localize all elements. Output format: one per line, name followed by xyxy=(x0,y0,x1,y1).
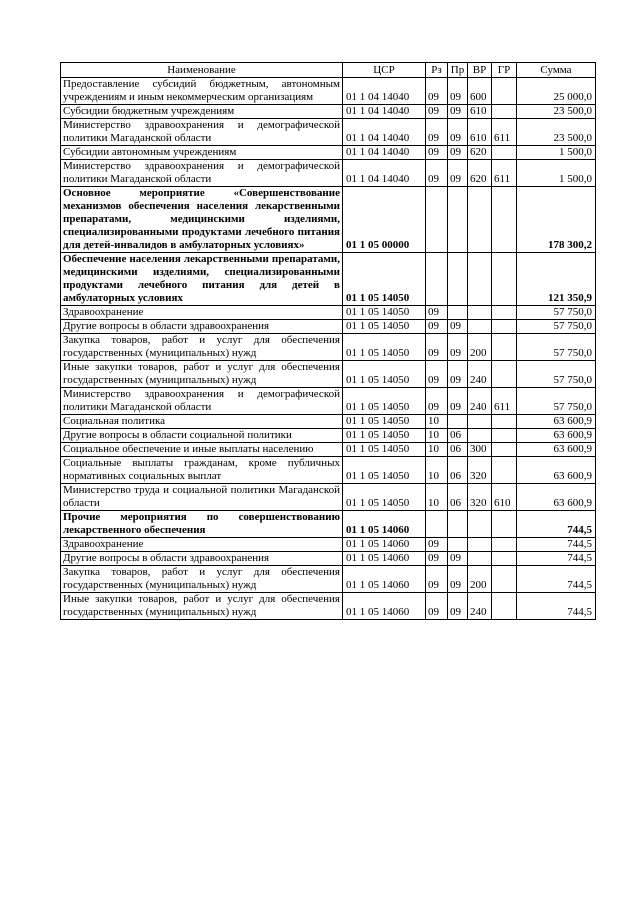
cell-sum: 1 500,0 xyxy=(517,146,596,160)
cell-csr: 01 1 05 14050 xyxy=(343,457,426,484)
header-name: Наименование xyxy=(61,63,343,78)
cell-gr: 611 xyxy=(492,388,517,415)
cell-vr: 600 xyxy=(468,78,492,105)
cell-gr xyxy=(492,429,517,443)
cell-vr: 610 xyxy=(468,119,492,146)
table-row xyxy=(61,388,596,415)
cell-csr: 01 1 05 14050 xyxy=(343,484,426,511)
cell-name: Министерство здравоохранения и демографической политики Магаданской области xyxy=(61,388,343,415)
cell-gr xyxy=(492,457,517,484)
cell-name: Субсидии автономным учреждениям xyxy=(61,146,343,160)
table-row xyxy=(61,160,596,187)
cell-sum: 57 750,0 xyxy=(517,334,596,361)
cell-sum: 23 500,0 xyxy=(517,105,596,119)
cell-vr xyxy=(468,511,492,538)
cell-pr: 09 xyxy=(448,361,468,388)
cell-name: Министерство здравоохранения и демографической политики Магаданской области xyxy=(61,160,343,187)
cell-pr: 06 xyxy=(448,484,468,511)
table-row xyxy=(61,457,596,484)
cell-gr xyxy=(492,78,517,105)
cell-name: Министерство здравоохранения и демографической политики Магаданской области xyxy=(61,119,343,146)
cell-pr: 06 xyxy=(448,429,468,443)
table-row xyxy=(61,320,596,334)
cell-rz: 09 xyxy=(426,334,448,361)
table-row xyxy=(61,78,596,105)
cell-sum: 57 750,0 xyxy=(517,388,596,415)
cell-rz: 09 xyxy=(426,538,448,552)
cell-name: Иные закупки товаров, работ и услуг для обеспечения государственных (муниципальных) нужд xyxy=(61,593,343,620)
cell-gr: 611 xyxy=(492,160,517,187)
cell-pr xyxy=(448,253,468,306)
cell-sum: 744,5 xyxy=(517,511,596,538)
table-header-row xyxy=(61,63,596,78)
cell-gr xyxy=(492,253,517,306)
cell-sum: 57 750,0 xyxy=(517,361,596,388)
cell-csr: 01 1 05 14050 xyxy=(343,253,426,306)
cell-sum: 23 500,0 xyxy=(517,119,596,146)
table-row xyxy=(61,538,596,552)
cell-name: Основное мероприятие «Совершенствование механизмов обеспечения населения лекарственными препаратами, медицинскими изделиями, специализированными продуктами лечебного питания для детей-инвалидов в амбулаторных условиях» xyxy=(61,187,343,253)
table-row xyxy=(61,511,596,538)
table-row xyxy=(61,334,596,361)
header-sum: Сумма xyxy=(517,63,596,78)
cell-vr: 620 xyxy=(468,160,492,187)
cell-rz: 09 xyxy=(426,566,448,593)
table-row xyxy=(61,429,596,443)
table-row xyxy=(61,306,596,320)
cell-vr: 200 xyxy=(468,566,492,593)
table-row xyxy=(61,253,596,306)
cell-vr: 620 xyxy=(468,146,492,160)
cell-name: Предоставление субсидий бюджетным, автономным учреждениям и иным некоммерческим организациям xyxy=(61,78,343,105)
cell-pr: 09 xyxy=(448,552,468,566)
cell-vr xyxy=(468,253,492,306)
cell-name: Социальное обеспечение и иные выплаты населению xyxy=(61,443,343,457)
cell-sum: 121 350,9 xyxy=(517,253,596,306)
table-row xyxy=(61,443,596,457)
cell-rz: 09 xyxy=(426,552,448,566)
cell-name: Здравоохранение xyxy=(61,306,343,320)
table-row xyxy=(61,119,596,146)
cell-vr: 240 xyxy=(468,388,492,415)
cell-rz: 10 xyxy=(426,429,448,443)
cell-pr xyxy=(448,187,468,253)
header-gr: ГР xyxy=(492,63,517,78)
cell-sum: 63 600,9 xyxy=(517,443,596,457)
table-row xyxy=(61,593,596,620)
cell-name: Социальные выплаты гражданам, кроме публичных нормативных социальных выплат xyxy=(61,457,343,484)
cell-name: Закупка товаров, работ и услуг для обеспечения государственных (муниципальных) нужд xyxy=(61,566,343,593)
table-row xyxy=(61,146,596,160)
cell-csr: 01 1 05 14050 xyxy=(343,334,426,361)
cell-vr xyxy=(468,538,492,552)
cell-gr: 611 xyxy=(492,119,517,146)
cell-sum: 1 500,0 xyxy=(517,160,596,187)
cell-name: Другие вопросы в области здравоохранения xyxy=(61,552,343,566)
cell-csr: 01 1 05 14060 xyxy=(343,593,426,620)
table-row xyxy=(61,552,596,566)
table-row xyxy=(61,361,596,388)
cell-pr: 06 xyxy=(448,443,468,457)
cell-vr: 240 xyxy=(468,361,492,388)
cell-vr: 320 xyxy=(468,457,492,484)
cell-pr xyxy=(448,511,468,538)
cell-sum: 744,5 xyxy=(517,538,596,552)
cell-rz: 09 xyxy=(426,388,448,415)
cell-gr xyxy=(492,320,517,334)
cell-csr: 01 1 05 14060 xyxy=(343,538,426,552)
cell-csr: 01 1 04 14040 xyxy=(343,105,426,119)
cell-csr: 01 1 05 14050 xyxy=(343,361,426,388)
cell-sum: 744,5 xyxy=(517,566,596,593)
cell-gr xyxy=(492,361,517,388)
cell-name: Прочие мероприятия по совершенствованию лекарственного обеспечения xyxy=(61,511,343,538)
cell-pr: 09 xyxy=(448,105,468,119)
cell-rz xyxy=(426,253,448,306)
cell-gr xyxy=(492,552,517,566)
cell-gr xyxy=(492,187,517,253)
table-body xyxy=(61,78,596,620)
cell-vr: 610 xyxy=(468,105,492,119)
cell-rz: 10 xyxy=(426,443,448,457)
table-row xyxy=(61,484,596,511)
table-row xyxy=(61,566,596,593)
cell-name: Другие вопросы в области здравоохранения xyxy=(61,320,343,334)
cell-sum: 63 600,9 xyxy=(517,415,596,429)
cell-csr: 01 1 04 14040 xyxy=(343,119,426,146)
cell-csr: 01 1 05 14050 xyxy=(343,415,426,429)
cell-name: Другие вопросы в области социальной политики xyxy=(61,429,343,443)
cell-rz: 09 xyxy=(426,146,448,160)
cell-sum: 744,5 xyxy=(517,552,596,566)
cell-rz xyxy=(426,187,448,253)
cell-rz xyxy=(426,511,448,538)
cell-sum: 57 750,0 xyxy=(517,306,596,320)
cell-gr: 610 xyxy=(492,484,517,511)
cell-sum: 63 600,9 xyxy=(517,429,596,443)
cell-gr xyxy=(492,538,517,552)
cell-pr xyxy=(448,538,468,552)
cell-rz: 09 xyxy=(426,78,448,105)
cell-pr: 09 xyxy=(448,334,468,361)
cell-vr xyxy=(468,187,492,253)
cell-rz: 09 xyxy=(426,306,448,320)
cell-gr xyxy=(492,593,517,620)
cell-csr: 01 1 05 14050 xyxy=(343,429,426,443)
cell-name: Субсидии бюджетным учреждениям xyxy=(61,105,343,119)
cell-vr xyxy=(468,552,492,566)
cell-csr: 01 1 05 14050 xyxy=(343,443,426,457)
cell-gr xyxy=(492,105,517,119)
cell-name: Закупка товаров, работ и услуг для обеспечения государственных (муниципальных) нужд xyxy=(61,334,343,361)
cell-vr: 240 xyxy=(468,593,492,620)
cell-rz: 09 xyxy=(426,320,448,334)
cell-pr: 09 xyxy=(448,78,468,105)
header-csr: ЦСР xyxy=(343,63,426,78)
cell-sum: 57 750,0 xyxy=(517,320,596,334)
cell-sum: 25 000,0 xyxy=(517,78,596,105)
budget-table xyxy=(60,62,596,620)
cell-csr: 01 1 04 14040 xyxy=(343,78,426,105)
cell-gr xyxy=(492,566,517,593)
cell-pr xyxy=(448,415,468,429)
cell-rz: 10 xyxy=(426,484,448,511)
cell-rz: 09 xyxy=(426,593,448,620)
cell-pr: 09 xyxy=(448,146,468,160)
cell-name: Здравоохранение xyxy=(61,538,343,552)
cell-sum: 178 300,2 xyxy=(517,187,596,253)
cell-vr xyxy=(468,306,492,320)
cell-pr xyxy=(448,306,468,320)
cell-name: Обеспечение населения лекарственными препаратами, медицинскими изделиями, специализированными продуктами лечебного питания для детей в амбулаторных условиях xyxy=(61,253,343,306)
cell-csr: 01 1 05 14060 xyxy=(343,511,426,538)
cell-rz: 09 xyxy=(426,160,448,187)
cell-pr: 09 xyxy=(448,119,468,146)
header-vr: ВР xyxy=(468,63,492,78)
cell-csr: 01 1 05 00000 xyxy=(343,187,426,253)
cell-rz: 09 xyxy=(426,119,448,146)
cell-pr: 06 xyxy=(448,457,468,484)
cell-gr xyxy=(492,334,517,361)
cell-csr: 01 1 05 14050 xyxy=(343,320,426,334)
cell-pr: 09 xyxy=(448,160,468,187)
cell-csr: 01 1 04 14040 xyxy=(343,160,426,187)
cell-vr: 200 xyxy=(468,334,492,361)
cell-gr xyxy=(492,415,517,429)
cell-pr: 09 xyxy=(448,388,468,415)
cell-csr: 01 1 05 14050 xyxy=(343,388,426,415)
cell-rz: 10 xyxy=(426,457,448,484)
cell-csr: 01 1 05 14050 xyxy=(343,306,426,320)
cell-gr xyxy=(492,306,517,320)
cell-rz: 10 xyxy=(426,415,448,429)
cell-csr: 01 1 04 14040 xyxy=(343,146,426,160)
cell-pr: 09 xyxy=(448,566,468,593)
cell-gr xyxy=(492,146,517,160)
cell-name: Иные закупки товаров, работ и услуг для обеспечения государственных (муниципальных) нужд xyxy=(61,361,343,388)
cell-vr xyxy=(468,320,492,334)
cell-vr: 320 xyxy=(468,484,492,511)
cell-pr: 09 xyxy=(448,320,468,334)
cell-gr xyxy=(492,511,517,538)
cell-vr: 300 xyxy=(468,443,492,457)
table-row xyxy=(61,105,596,119)
cell-name: Министерство труда и социальной политики Магаданской области xyxy=(61,484,343,511)
cell-pr: 09 xyxy=(448,593,468,620)
header-rz: Рз xyxy=(426,63,448,78)
cell-sum: 63 600,9 xyxy=(517,484,596,511)
cell-sum: 63 600,9 xyxy=(517,457,596,484)
cell-sum: 744,5 xyxy=(517,593,596,620)
cell-vr xyxy=(468,429,492,443)
cell-rz: 09 xyxy=(426,105,448,119)
header-pr: Пр xyxy=(448,63,468,78)
table-row xyxy=(61,415,596,429)
cell-gr xyxy=(492,443,517,457)
table-row xyxy=(61,187,596,253)
cell-vr xyxy=(468,415,492,429)
cell-csr: 01 1 05 14060 xyxy=(343,552,426,566)
cell-name: Социальная политика xyxy=(61,415,343,429)
cell-rz: 09 xyxy=(426,361,448,388)
cell-csr: 01 1 05 14060 xyxy=(343,566,426,593)
